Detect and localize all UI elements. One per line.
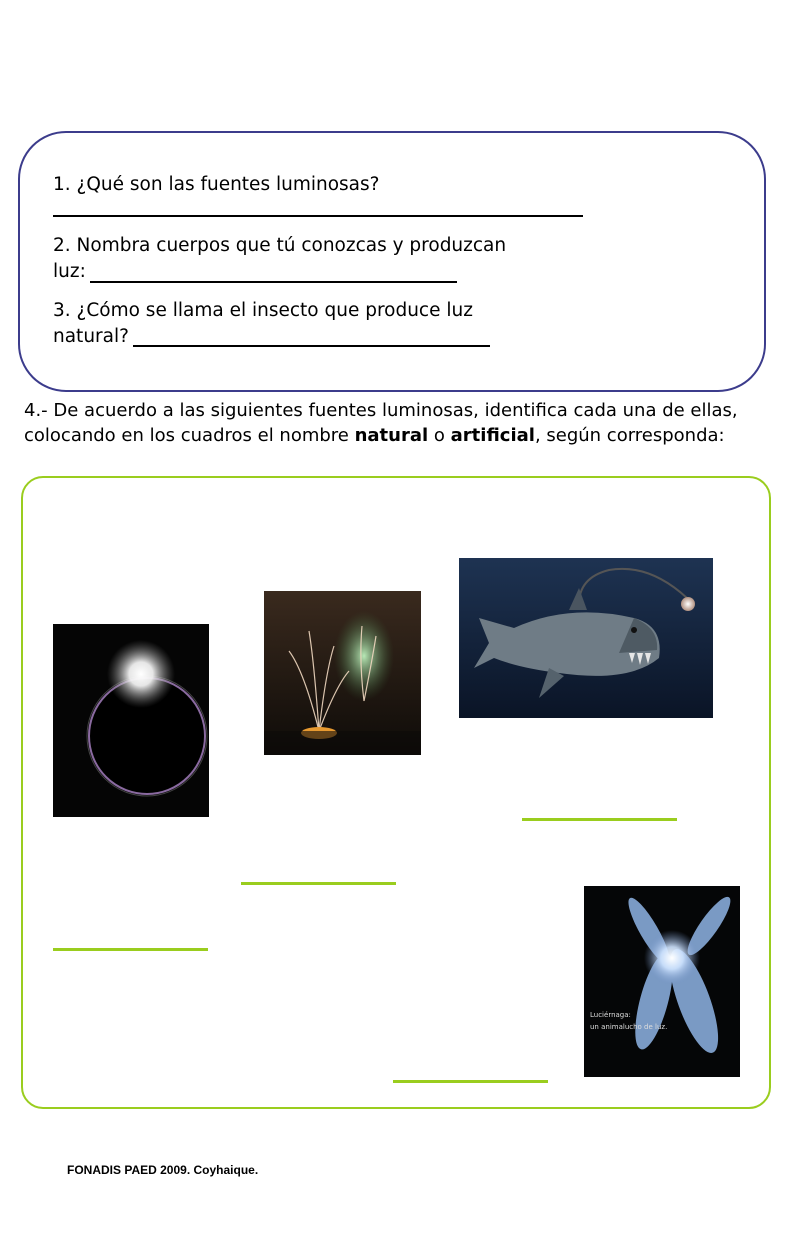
firefly-image (584, 886, 740, 1077)
firefly-caption-2: un animalucho de luz. (590, 1023, 668, 1031)
fountain-image (264, 591, 421, 755)
question-1: 1. ¿Qué son las fuentes luminosas? (53, 174, 380, 195)
answer-blank-eclipse[interactable] (53, 948, 208, 951)
question-3: 3. ¿Cómo se llama el insecto que produce luz (53, 300, 473, 321)
footer-credit: FONADIS PAED 2009. Coyhaique. (67, 1163, 259, 1177)
answer-blank-anglerfish[interactable] (522, 818, 677, 821)
word-natural: natural (354, 425, 429, 446)
anglerfish-image (459, 558, 713, 718)
firefly-caption-1: Luciérnaga: (590, 1011, 631, 1019)
questions-box (18, 131, 766, 392)
word-artificial: artificial (450, 425, 535, 446)
eclipse-image (53, 624, 209, 817)
answer-line-1[interactable] (53, 215, 583, 217)
question-3-cont: natural? (53, 326, 129, 347)
question-2-cont: luz: (53, 261, 86, 282)
question-2: 2. Nombra cuerpos que tú conozcas y produzcan (53, 235, 507, 256)
answer-blank-firefly[interactable] (393, 1080, 548, 1083)
instruction-text: 4.- De acuerdo a las siguientes fuentes luminosas, identifica cada una de ellas, colocando en los cuadros el nombre natural o artificial, según corresponda: (24, 400, 738, 446)
answer-line-2[interactable] (90, 281, 457, 283)
answer-blank-fountain[interactable] (241, 882, 396, 885)
answer-line-3[interactable] (133, 345, 490, 347)
